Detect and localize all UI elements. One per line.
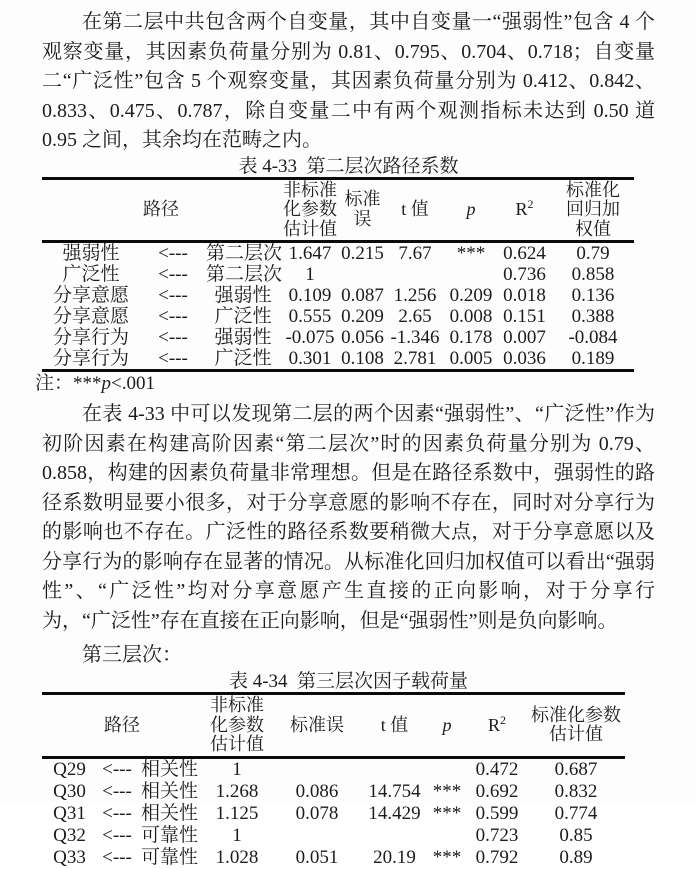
- table-cell: 7.67: [398, 243, 432, 264]
- table-cell: 相关性: [140, 758, 198, 780]
- col-header-path: 路径: [104, 714, 140, 735]
- table-cell: [272, 757, 362, 781]
- col-header-p-value: p: [466, 199, 476, 219]
- table-4-33-path-coefficients: [42, 177, 634, 373]
- table-cell: ***: [432, 846, 462, 868]
- table-cell: 0.136: [571, 285, 615, 306]
- table-note: [35, 374, 655, 394]
- table-cell: <---: [102, 780, 132, 802]
- table-cell: 0.388: [571, 306, 615, 327]
- table-cell: <---: [158, 264, 188, 285]
- table-cell: 14.429: [368, 802, 421, 824]
- table-cell: 0.078: [295, 802, 339, 824]
- table-cell: 0.774: [554, 802, 598, 824]
- table-cell: Q31: [53, 802, 86, 824]
- col-header-path: 路径: [143, 199, 179, 219]
- table-cell: 0.007: [503, 327, 546, 348]
- table-cell: ***: [456, 243, 486, 264]
- table-cell: <---: [102, 758, 132, 780]
- table-cell: 1.647: [288, 243, 332, 264]
- table-row: [42, 306, 634, 327]
- table-cell: 分享意愿: [52, 285, 129, 306]
- table-cell: <---: [158, 243, 188, 264]
- table-cell: 0.018: [503, 285, 546, 306]
- table-cell: 相关性: [140, 802, 198, 824]
- table-cell: 0.086: [295, 780, 339, 802]
- table-cell: 0.79: [576, 243, 610, 264]
- table-cell: 0.89: [559, 846, 593, 868]
- table-cell: 0.056: [341, 327, 384, 348]
- table-cell: -1.346: [390, 327, 440, 348]
- col-header-t-value: t 值: [380, 714, 409, 735]
- table-cell: 可靠性: [140, 846, 198, 868]
- table-cell: [385, 264, 445, 285]
- table-cell: -0.084: [568, 327, 618, 348]
- table-body: [42, 242, 634, 371]
- table-cell: 广泛性: [62, 264, 120, 285]
- table-cell: 分享行为: [52, 327, 129, 348]
- table-cell: 1.125: [215, 802, 259, 824]
- col-header-std-estimate: 标准化参数 估计值: [531, 704, 621, 745]
- table-cell: <---: [158, 285, 188, 306]
- table-cell: -0.075: [285, 327, 335, 348]
- table-cell: 1.268: [215, 780, 259, 802]
- table-cell: 广泛性: [214, 306, 272, 327]
- table-4-33-caption: 表 4-33 第二层次路径系数: [238, 155, 459, 177]
- col-header-unstd-estimate: 非标准 化参数 估计值: [210, 695, 264, 754]
- table-row: [42, 847, 625, 869]
- table-cell: [340, 264, 385, 285]
- table-cell: 0.858: [571, 264, 615, 285]
- table-cell: <---: [158, 327, 188, 348]
- subheading-third-level: 第三层次：: [82, 644, 182, 666]
- table-cell: <---: [158, 306, 188, 327]
- p-symbol: p: [101, 373, 112, 394]
- table-cell: 14.754: [368, 780, 421, 802]
- table-cell: <---: [102, 846, 132, 868]
- table-cell: 0.036: [503, 348, 546, 369]
- table-cell: 0.736: [503, 264, 546, 285]
- table-cell: 0.178: [449, 327, 493, 348]
- table-cell: 1: [232, 824, 242, 846]
- significance-stars: ***: [73, 373, 102, 394]
- table-cell: 0.087: [341, 285, 384, 306]
- table-cell: 分享行为: [52, 348, 129, 369]
- table-row: [42, 348, 634, 371]
- table-row: [42, 757, 625, 781]
- col-header-standard-error: 标准误: [344, 189, 381, 229]
- table-cell: 2.781: [393, 348, 437, 369]
- table-cell: <---: [158, 348, 188, 369]
- table-row: [42, 242, 634, 265]
- col-header-r-squared: $R^2$: [487, 712, 506, 735]
- table-cell: Q29: [53, 758, 86, 780]
- paragraph-second-level-intro: 在第二层中共包含两个自变量，其中自变量一“强弱性”包含 4 个观察变量，其因素负荷量分别为 0.81、0.795、0.704、0.718；自变量二“广泛性”包含 5 个观察变量，其因素负荷量分别为 0.412、0.842、0.833、0.475、0.787，除自变量二中有两个观测指标未达到 0.50 道 0.95 之间，其余均在范畴之内。: [42, 11, 655, 151]
- table-body: [42, 757, 625, 869]
- table-cell: [445, 264, 497, 285]
- table-row: [42, 781, 625, 803]
- table-4-34-caption: 表 4-34 第三层次因子载荷量: [228, 671, 469, 692]
- table-cell: 可靠性: [140, 824, 198, 846]
- table-cell: ***: [432, 802, 462, 824]
- table-cell: <---: [102, 824, 132, 846]
- table-cell: 0.692: [475, 780, 519, 802]
- table-cell: Q30: [53, 780, 86, 802]
- table-cell: 0.687: [554, 758, 598, 780]
- table-cell: [362, 757, 427, 781]
- table-cell: 分享意愿: [52, 306, 129, 327]
- table-cell: [427, 757, 467, 781]
- table-cell: 0.723: [475, 824, 519, 846]
- table-cell: Q33: [53, 846, 86, 868]
- paragraph-table-discussion: 在表 4-33 中可以发现第二层的两个因素“强弱性”、“广泛性”作为初阶因素在构建高阶因素“第二层次”时的因素负荷量分别为 0.79、0.858，构建的因素负荷量非常理想。但是在路径系数中，强弱性的路径系数明显要小很多，对于分享意愿的影响不存在，同时对分享行为的影响也不存在。广泛性的路径系数要稍微大点，对于分享意愿以及分享行为的影响存在显著的情况。从标准化回归加权值可以看出“强弱性”、“广泛性”均对分享意愿产生直接的正向影响，对于分享行为，“广泛性”存在直接在正向影响，但是“强弱性”则是负向影响。: [42, 403, 655, 632]
- table-cell: 强弱性: [214, 327, 272, 348]
- note-threshold: <.001: [111, 373, 155, 394]
- col-header-p-value: p: [442, 714, 452, 735]
- table-cell: ***: [432, 780, 462, 802]
- table-cell: 1: [305, 264, 315, 285]
- table-cell: 2.65: [398, 306, 432, 327]
- table-cell: 0.151: [503, 306, 546, 327]
- table-cell: 0.051: [295, 846, 339, 868]
- table-row: [42, 327, 634, 348]
- table-cell: 1.256: [393, 285, 437, 306]
- table-header-row: [42, 178, 634, 242]
- col-header-t-value: t 值: [401, 199, 429, 219]
- table-cell: 0.189: [571, 348, 615, 369]
- table-cell: [362, 825, 427, 847]
- table-cell: 0.008: [449, 306, 493, 327]
- table-cell: [427, 825, 467, 847]
- table-cell: 0.624: [503, 243, 546, 264]
- table-cell: 1: [232, 758, 242, 780]
- table-cell: 第二层次: [206, 264, 283, 285]
- table-cell: 0.472: [475, 758, 519, 780]
- table-cell: 第二层次: [206, 243, 283, 264]
- table-cell: 0.792: [475, 846, 519, 868]
- col-header-std-regression-weight: 标准化 回归加 权值: [566, 179, 620, 239]
- table-cell: 20.19: [373, 846, 416, 868]
- table-cell: 广泛性: [214, 348, 272, 369]
- table-row: [42, 803, 625, 825]
- table-row: [42, 285, 634, 306]
- table-cell: Q32: [53, 824, 86, 846]
- table-cell: 0.209: [449, 285, 493, 306]
- table-cell: 0.599: [475, 802, 519, 824]
- table-cell: 0.85: [559, 824, 593, 846]
- col-header-r-squared: $R^2$: [515, 197, 534, 219]
- table-cell: 0.215: [341, 243, 384, 264]
- table-cell: 0.301: [288, 348, 332, 369]
- col-header-unstd-estimate: 非标准 化参数 估计值: [283, 179, 337, 239]
- table-header-row: [42, 694, 625, 758]
- table-cell: 0.109: [288, 285, 332, 306]
- table-cell: 1.028: [215, 846, 259, 868]
- note-label: 注：: [35, 373, 74, 394]
- table-row: [42, 825, 625, 847]
- table-cell: 0.209: [341, 306, 384, 327]
- table-cell: <---: [102, 802, 132, 824]
- col-header-standard-error: 标准误: [290, 714, 344, 735]
- table-cell: 相关性: [140, 780, 198, 802]
- table-cell: 强弱性: [214, 285, 272, 306]
- table-cell: 0.832: [554, 780, 598, 802]
- table-cell: 0.555: [288, 306, 332, 327]
- table-row: [42, 264, 634, 285]
- table-cell: 0.108: [341, 348, 384, 369]
- table-4-34-factor-loadings: [42, 692, 625, 869]
- table-cell: 0.005: [449, 348, 493, 369]
- table-cell: [272, 825, 362, 847]
- table-cell: 强弱性: [62, 243, 120, 264]
